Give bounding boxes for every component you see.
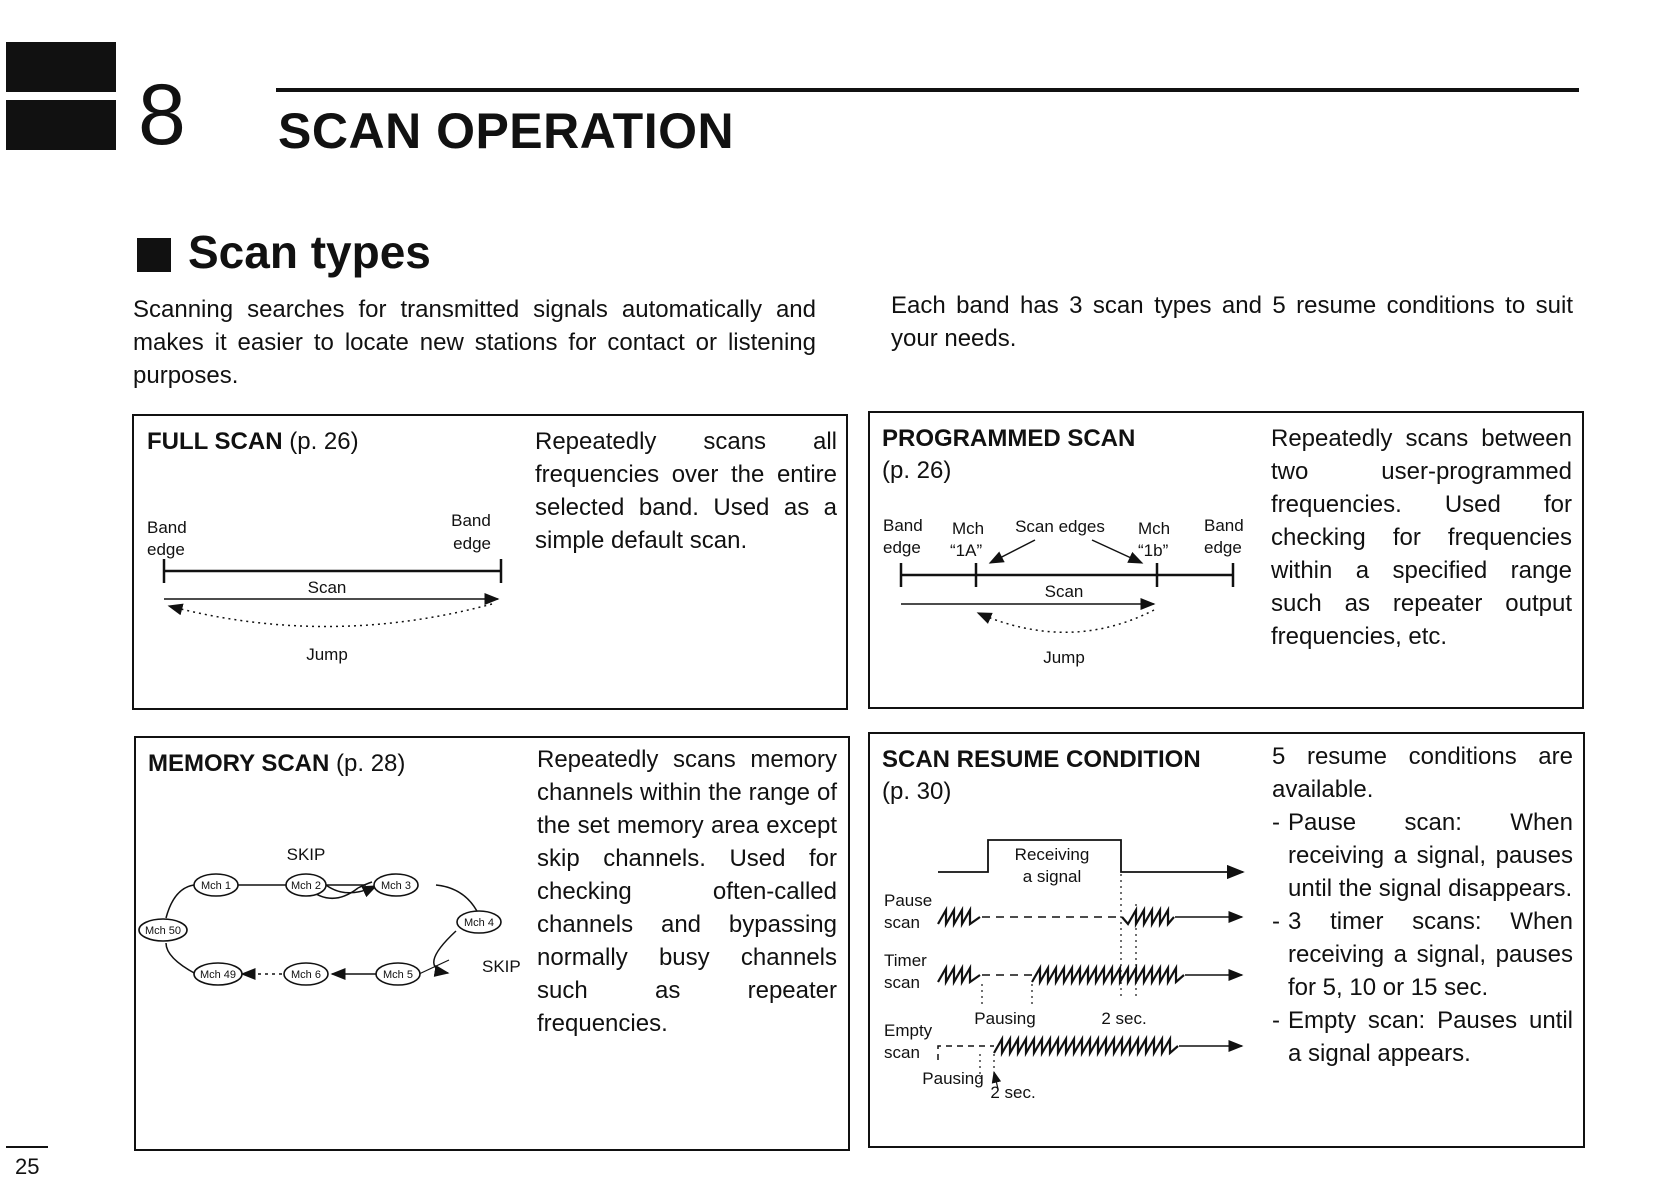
chapter-tab-lower	[6, 100, 116, 150]
programmed-jump-label: Jump	[1043, 648, 1085, 667]
section-title: Scan types	[188, 226, 431, 278]
full-scan-diagram	[134, 416, 850, 712]
memory-channel-1: Mch 1	[201, 880, 231, 892]
timer-scan-label-l2: scan	[884, 973, 920, 992]
memory-scan-diagram	[136, 738, 852, 1153]
page-number-rule	[6, 1146, 48, 1148]
programmed-scan-panel	[868, 411, 1584, 709]
programmed-band-edge-right-l2: edge	[1204, 538, 1242, 557]
programmed-jump-arrow	[978, 610, 1154, 632]
scan-resume-diagram	[870, 734, 1587, 1150]
receiving-signal-line	[938, 840, 1243, 872]
full-scan-band-edge-left-l2: edge	[147, 540, 185, 559]
empty-scan-label-l2: scan	[884, 1043, 920, 1062]
scan-resume-panel	[868, 732, 1585, 1148]
pause-scan-zigzag-b	[1122, 910, 1174, 924]
timer-pausing-label: Pausing	[974, 1009, 1036, 1028]
resume-condition-empty-dash: -	[1272, 1007, 1280, 1034]
programmed-band-edge-left-l2: edge	[883, 538, 921, 557]
empty-pausing-label: Pausing	[922, 1069, 984, 1088]
programmed-mch-left-l2: “1A”	[950, 541, 983, 560]
resume-condition-timer-dash: -	[1272, 908, 1280, 935]
programmed-band-edge-left-l1: Band	[883, 516, 923, 535]
chapter-number: 8	[138, 67, 186, 163]
scan-resume-page-ref: (p. 30)	[882, 778, 952, 805]
programmed-scan-page-ref: (p. 26)	[882, 457, 952, 484]
receiving-label-line2: a signal	[1022, 867, 1082, 886]
programmed-scan-diagram	[870, 413, 1586, 711]
memory-channel-4: Mch 4	[464, 917, 494, 929]
memory-channel-50: Mch 50	[144, 925, 182, 937]
timer-scan-label-l1: Timer	[884, 951, 927, 970]
memory-channel-2: Mch 2	[291, 880, 321, 892]
scan-resume-intro: 5 resume conditions are available.	[1272, 743, 1573, 803]
memory-channel-6: Mch 6	[291, 969, 321, 981]
memory-channel-nodes	[139, 874, 501, 985]
programmed-band-edge-right-l1: Band	[1204, 516, 1244, 535]
memory-scan-page-ref: (p. 28)	[336, 750, 406, 777]
programmed-scan-label: Scan	[1044, 582, 1084, 601]
programmed-mch-left-l1: Mch	[952, 519, 985, 538]
empty-scan-zigzag	[994, 1039, 1178, 1053]
memory-channel-49: Mch 49	[199, 969, 237, 981]
full-scan-page-ref: (p. 26)	[289, 428, 359, 455]
memory-scan-panel	[134, 736, 850, 1151]
scan-resume-title: SCAN RESUME CONDITION	[882, 746, 1201, 773]
programmed-scan-title: PROGRAMMED SCAN	[882, 425, 1136, 452]
memory-channel-5: Mch 5	[383, 969, 413, 981]
pause-scan-label-l2: scan	[884, 913, 920, 932]
intro-right-paragraph: Each band has 3 scan types and 5 resume conditions to suit your needs.	[891, 292, 1573, 352]
pause-scan-label-l1: Pause	[884, 891, 933, 910]
full-scan-band-edge-left-l1: Band	[147, 518, 187, 537]
memory-channel-3: Mch 3	[381, 880, 411, 892]
page-number: 25	[15, 1154, 40, 1179]
intro-left-paragraph: Scanning searches for transmitted signals automatically and makes it easier to locate new stations for contact or listening purposes.	[133, 296, 816, 389]
empty-two-sec-label: 2 sec.	[990, 1083, 1036, 1102]
full-scan-scan-label: Scan	[307, 578, 347, 597]
full-scan-jump-label: Jump	[306, 645, 348, 664]
timer-scan-zigzag-a	[938, 968, 980, 982]
timer-scan-zigzag-b	[1032, 968, 1184, 982]
memory-skip-top-label: SKIP	[286, 845, 326, 864]
resume-condition-pause-dash: -	[1272, 809, 1280, 836]
pause-scan-zigzag-a	[938, 910, 980, 924]
memory-scan-title: MEMORY SCAN	[148, 750, 330, 777]
full-scan-description: Repeatedly scans all frequencies over the entire selected band. Used as a simple default scan.	[535, 428, 837, 554]
chapter-tab-upper	[6, 42, 116, 92]
programmed-scan-edges-label: Scan edges	[1015, 517, 1105, 536]
programmed-mch-right-l2: “1b”	[1138, 541, 1169, 560]
receiving-label-line1: Receiving	[1014, 845, 1090, 864]
timer-two-sec-label: 2 sec.	[1101, 1009, 1147, 1028]
section-bullet	[137, 238, 171, 272]
memory-skip-right-label: SKIP	[482, 957, 521, 976]
memory-scan-description: Repeatedly scans memory channels within the range of the set memory area except skip channels. Used for checking often-called channels and bypassing normally busy channels such as repeater frequencies.	[537, 746, 837, 1037]
chapter-title: SCAN OPERATION	[278, 103, 735, 159]
resume-condition-empty-text: Empty scan: Pauses until a signal appears.	[1288, 1007, 1573, 1067]
full-scan-title: FULL SCAN	[147, 428, 283, 455]
programmed-scan-description: Repeatedly scans between two user-programmed frequencies. Used for checking for frequencies within a specified range such as repeater output frequencies, etc.	[1271, 425, 1572, 650]
full-scan-panel	[132, 414, 848, 710]
empty-scan-label-l1: Empty	[884, 1021, 933, 1040]
chapter-rule	[276, 88, 1579, 92]
resume-condition-timer-text: 3 timer scans: When receiving a signal, pauses for 5, 10 or 15 sec.	[1288, 908, 1573, 1001]
full-scan-jump-arrow	[169, 604, 492, 627]
full-scan-band-edge-right-l2: edge	[453, 534, 491, 553]
programmed-mch-right-l1: Mch	[1138, 519, 1171, 538]
resume-condition-pause-text: Pause scan: When receiving a signal, pauses until the signal disappears.	[1288, 809, 1573, 902]
full-scan-band-edge-right-l1: Band	[451, 511, 491, 530]
